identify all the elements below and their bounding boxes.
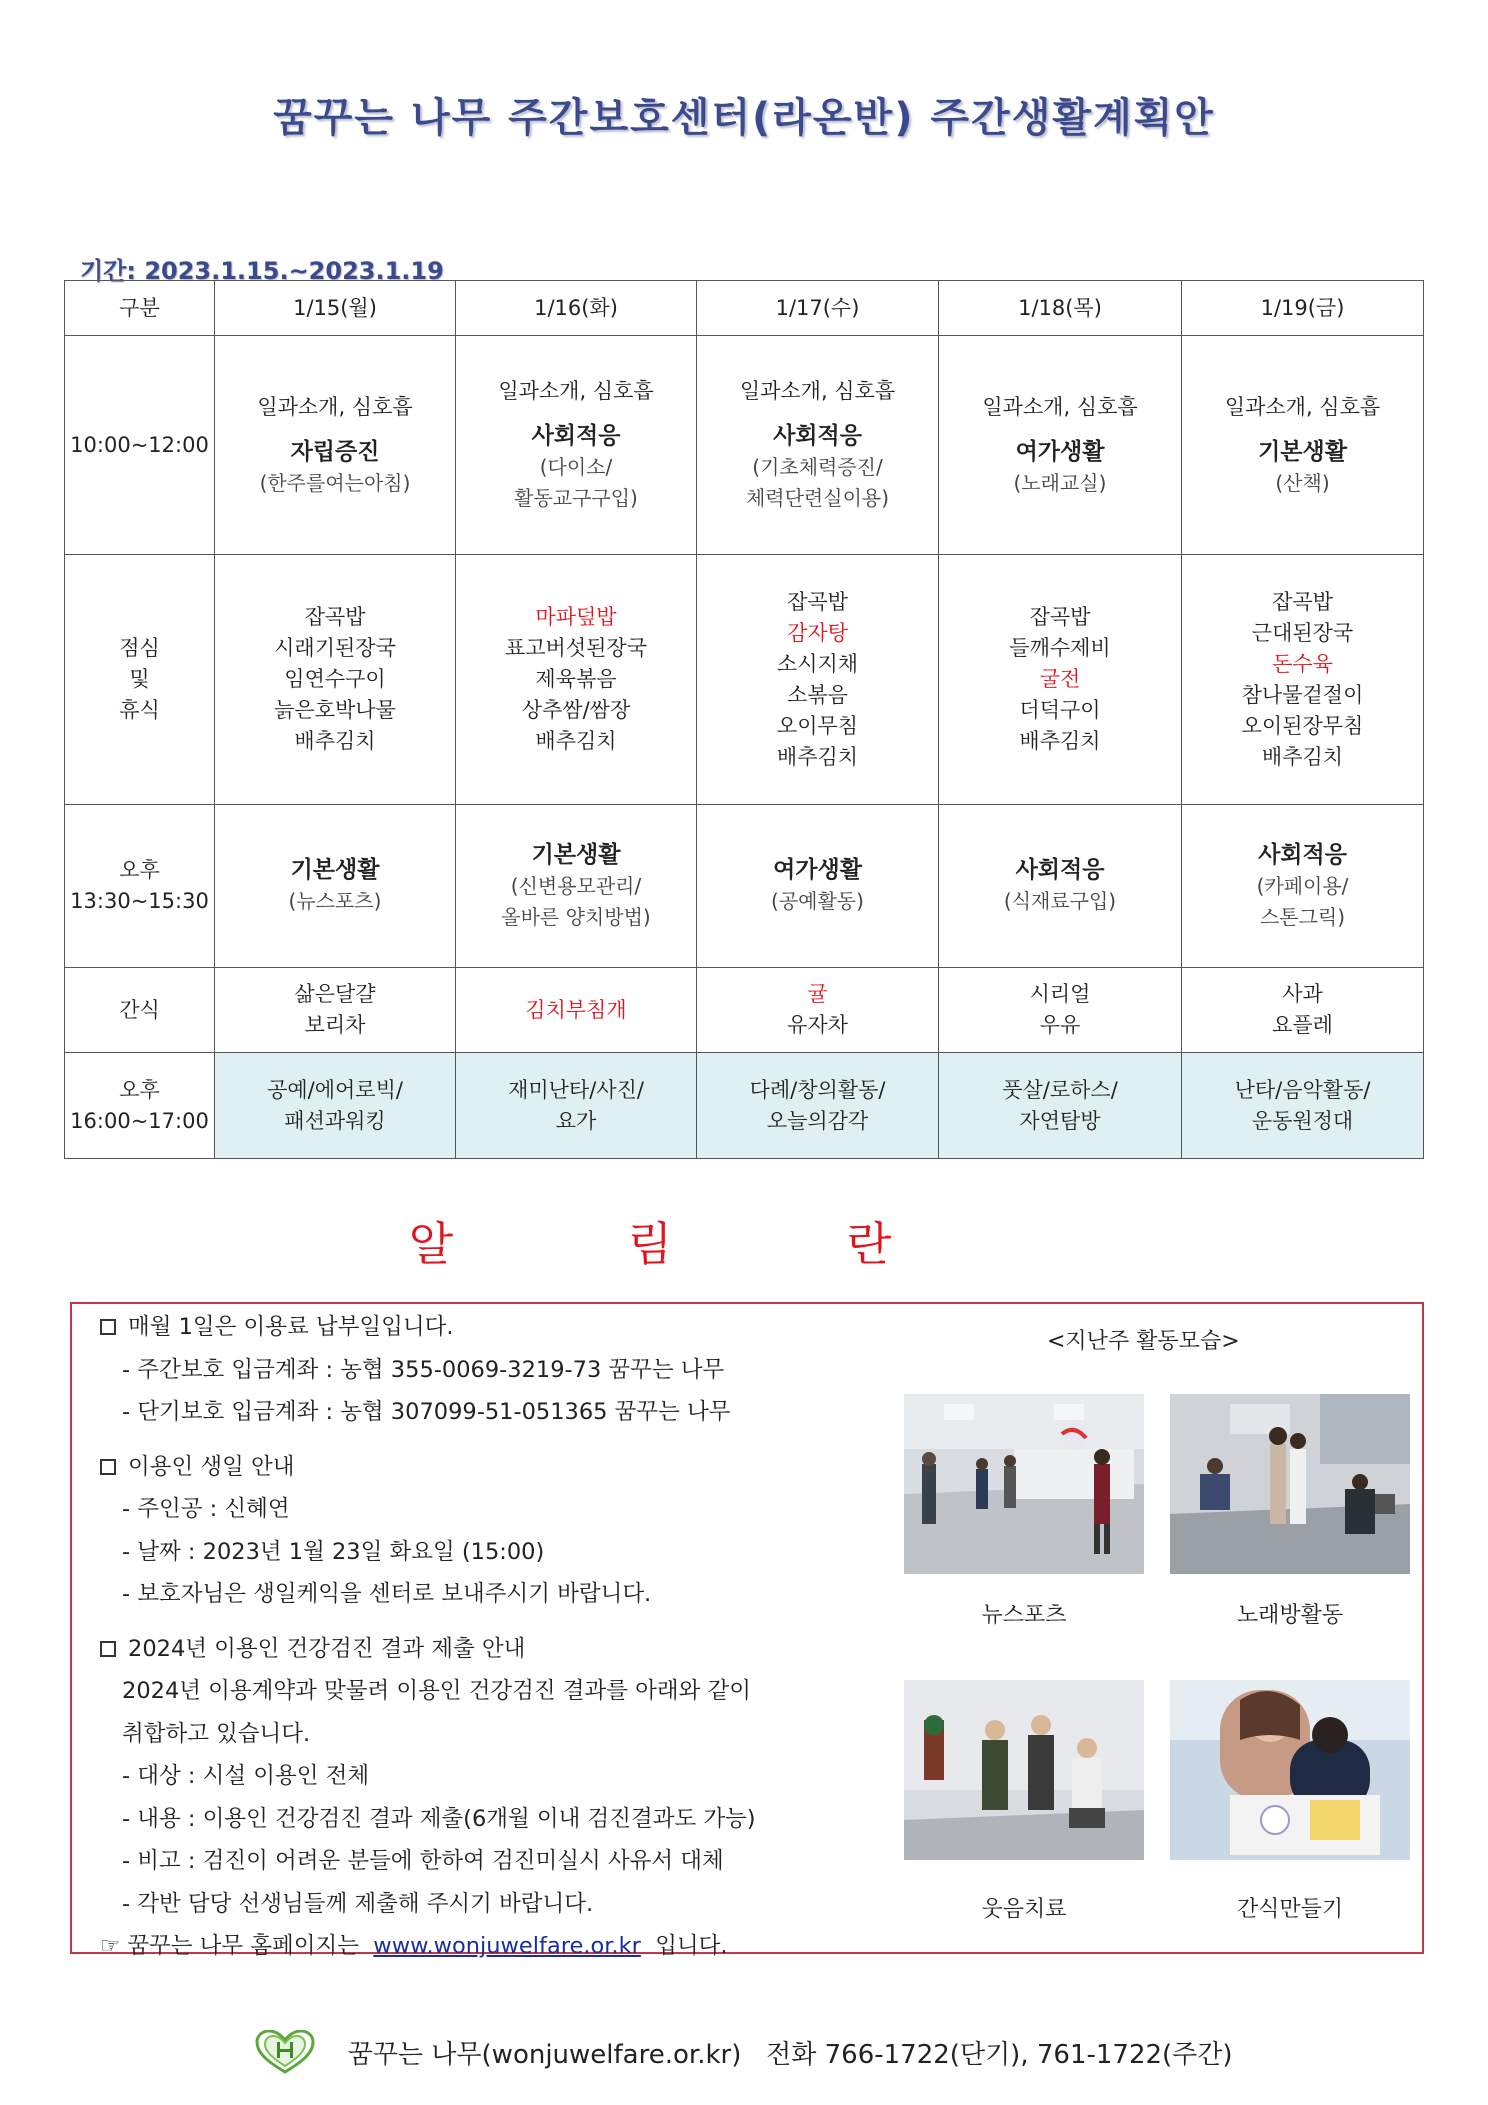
footer-text: 꿈꾸는 나무(wonjuwelfare.or.kr) 전화 766-1722(단기), 761-1722(주간): [347, 2040, 1233, 2070]
photo-label: 웃음치료: [981, 1897, 1067, 1922]
notice-line: - 주간보호 입금계좌 : 농협 355-0069-3219-73 꿈꾸는 나무: [122, 1356, 725, 1383]
activity-title: 사회적응: [1015, 857, 1105, 883]
menu-item: 임연수구이: [284, 667, 386, 691]
activity-detail: (한주를여는아침): [259, 470, 411, 495]
photos-caption: <지난주 활동모습>: [1047, 1329, 1240, 1354]
activity-detail: 체력단련실이용): [745, 486, 890, 510]
snack-row: [65, 968, 1424, 1053]
late-activity-cell: [939, 1053, 1182, 1159]
menu-item: 참나물겉절이: [1241, 682, 1364, 707]
activity-title: 사회적응: [531, 423, 621, 449]
late-activity-cell: [697, 1053, 939, 1159]
menu-item: 제육볶음: [535, 667, 617, 691]
notice-heading: 2024년 이용인 건강검진 결과 제출 안내: [100, 1628, 930, 1671]
snack-item: 사과: [1282, 982, 1323, 1006]
row-label-line: 및: [129, 667, 150, 691]
photo-karaoke: [1170, 1394, 1410, 1574]
menu-item: 근대된장국: [1251, 620, 1354, 645]
late-afternoon-row: [65, 1053, 1424, 1159]
snack-item: 유자차: [787, 1013, 848, 1037]
notice-line: - 각반 담당 선생님들께 제출해 주시기 바랍니다.: [122, 1890, 594, 1917]
menu-item: 잡곡밥: [1272, 589, 1333, 614]
activity-line: 다례/창의활동/: [749, 1077, 886, 1102]
menu-item: 들깨수제비: [1009, 636, 1111, 660]
notice-title: 알 림 란: [408, 1217, 972, 1271]
notice-box: [70, 1302, 1424, 1959]
activity-line: 패션과워킹: [284, 1108, 386, 1133]
lunch-row: [65, 555, 1424, 805]
activity-line: 오늘의감각: [766, 1108, 869, 1133]
photo-news-sports: [904, 1394, 1144, 1574]
header-row: [65, 281, 1424, 336]
activity-title: 사회적응: [1258, 841, 1347, 868]
morning-row: [65, 336, 1424, 555]
notice-line: - 단기보호 입금계좌 : 농협 307099-51-051365 꿈꾸는 나무: [122, 1399, 731, 1425]
menu-item: 더덕구이: [1019, 698, 1101, 722]
afternoon-cell: [215, 805, 456, 968]
menu-item: 오이무침: [776, 713, 859, 738]
activity-detail: 활동교구구입): [514, 486, 638, 510]
activity-line: 재미난타/사진/: [508, 1077, 644, 1102]
intro-text: 일과소개, 심호흡: [1224, 394, 1381, 419]
photo-laughter-therapy: [904, 1680, 1144, 1860]
row-label-line: 휴식: [119, 698, 160, 722]
menu-item: 배추김치: [1261, 744, 1344, 769]
menu-item: 소볶음: [787, 682, 848, 707]
notice-line: - 비고 : 검진이 어려운 분들에 한하여 검진미실시 사유서 대체: [122, 1848, 724, 1874]
row-label-line: 13:30~15:30: [70, 889, 209, 913]
notice-line: - 대상 : 시설 이용인 전체: [122, 1763, 370, 1789]
header-cell: 1/18(목): [939, 281, 1182, 336]
checkbox-square-icon: [100, 1459, 116, 1475]
photo-label: 뉴스포츠: [981, 1603, 1067, 1628]
morning-cell: [215, 336, 456, 555]
menu-item: 상추쌈/쌈장: [521, 698, 631, 722]
activity-title: 사회적응: [773, 423, 862, 449]
header-cell: 1/15(월): [215, 281, 456, 336]
notice-body: 2024년 이용계약과 맞물려 이용인 건강검진 결과를 아래와 같이: [122, 1678, 751, 1704]
period-label: 기간: 2023.1.15.~2023.1.19: [80, 257, 444, 285]
snack-item: 삶은달걀: [294, 982, 376, 1006]
morning-cell: [697, 336, 939, 555]
notice-line: - 주인공 : 신혜연: [122, 1496, 290, 1522]
menu-item: 표고버섯된장국: [504, 636, 647, 660]
notice-line: - 내용 : 이용인 건강검진 결과 제출(6개월 이내 검진결과도 가능): [122, 1805, 756, 1832]
activity-line: 요가: [555, 1108, 597, 1133]
snack-cell: [939, 968, 1182, 1053]
row-label: [65, 805, 215, 968]
afternoon-row: [65, 805, 1424, 968]
weekly-schedule-table: [64, 280, 1424, 1159]
row-label: 10:00~12:00: [65, 336, 215, 555]
intro-text: 일과소개, 심호흡: [257, 394, 413, 419]
menu-item: 소시지채: [776, 651, 859, 676]
notice-line: - 날짜 : 2023년 1월 23일 화요일 (15:00): [122, 1538, 545, 1565]
row-label: [65, 1053, 215, 1159]
wonju-logo-icon: [255, 2030, 315, 2081]
row-label: 간식: [65, 968, 215, 1053]
afternoon-cell: [456, 805, 697, 968]
row-label-line: 16:00~17:00: [70, 1108, 209, 1133]
lunch-menu-cell: [1182, 555, 1424, 805]
activity-line: 공예/에어로빅/: [267, 1077, 403, 1102]
header-cell: 1/17(수): [697, 281, 939, 336]
morning-cell: [1182, 336, 1424, 555]
lunch-menu-cell: [215, 555, 456, 805]
menu-item: 늙은호박나물: [274, 698, 396, 722]
morning-cell: [456, 336, 697, 555]
menu-item: 마파덮밥: [535, 605, 617, 629]
activity-detail: (산책): [1275, 470, 1330, 495]
snack-item: 귤: [807, 982, 828, 1006]
activity-title: 여가생활: [1015, 438, 1105, 465]
snack-item: 우유: [1039, 1013, 1081, 1037]
activity-detail: 스톤그릭): [1259, 904, 1346, 929]
activity-title: 여가생활: [773, 857, 862, 883]
snack-item: 시리얼: [1029, 982, 1091, 1006]
snack-cell: [215, 968, 456, 1053]
notice-heading: 매월 1일은 이용료 납부일입니다.: [100, 1306, 930, 1349]
activity-title: 기본생활: [1258, 438, 1347, 465]
activity-detail: (뉴스포츠): [288, 889, 382, 913]
homepage-suffix: 입니다.: [655, 1933, 728, 1959]
homepage-line: [100, 1925, 930, 1968]
header-cell: 1/16(화): [456, 281, 697, 336]
header-cell: 구분: [65, 281, 215, 336]
checkbox-square-icon: [100, 1319, 116, 1335]
homepage-link[interactable]: www.wonjuwelfare.or.kr: [373, 1933, 641, 1959]
snack-item: 요플레: [1272, 1013, 1333, 1037]
snack-cell: [697, 968, 939, 1053]
row-label-line: 오후: [119, 1077, 160, 1102]
activity-detail: (공예활동): [771, 889, 864, 913]
notice-body: 취합하고 있습니다.: [122, 1720, 311, 1747]
intro-text: 일과소개, 심호흡: [739, 379, 896, 403]
activity-title: 기본생활: [290, 857, 380, 883]
menu-item: 굴전: [1039, 667, 1081, 691]
menu-item: 잡곡밥: [787, 589, 848, 614]
footer: [0, 2030, 1488, 2081]
activity-detail: (식재료구입): [1003, 889, 1117, 913]
menu-item: 배추김치: [776, 744, 859, 769]
activity-detail: (신변용모관리/: [510, 873, 642, 898]
activity-line: 운동원정대: [1251, 1108, 1354, 1133]
lunch-menu-cell: [456, 555, 697, 805]
menu-item: 배추김치: [294, 729, 376, 753]
photo-label: 노래방활동: [1236, 1603, 1344, 1628]
activity-detail: (기초체력증진/: [752, 455, 883, 479]
row-label-line: 오후: [119, 858, 160, 882]
photo-snack-making: [1170, 1680, 1410, 1860]
row-label-line: 점심: [119, 636, 160, 660]
checkbox-square-icon: [100, 1641, 116, 1657]
notice-line: - 보호자님은 생일케익을 센터로 보내주시기 바랍니다.: [122, 1581, 652, 1607]
menu-item: 돈수육: [1272, 651, 1333, 676]
activity-title: 기본생활: [531, 841, 621, 868]
intro-text: 일과소개, 심호흡: [498, 379, 654, 403]
afternoon-cell: [1182, 805, 1424, 968]
activity-detail: (다이소/: [539, 455, 613, 479]
notice-text: [100, 1306, 930, 1968]
morning-cell: [939, 336, 1182, 555]
afternoon-cell: [939, 805, 1182, 968]
menu-item: 오이된장무침: [1241, 713, 1364, 738]
snack-item: 김치부침개: [525, 997, 627, 1022]
late-activity-cell: [1182, 1053, 1424, 1159]
page-title: 꿈꾸는 나무 주간보호센터(라온반) 주간생활계획안: [273, 95, 1215, 141]
late-activity-cell: [215, 1053, 456, 1159]
menu-item: 감자탕: [787, 620, 848, 645]
activity-line: 풋살/로하스/: [1002, 1077, 1118, 1102]
snack-cell: [456, 968, 697, 1053]
menu-item: 잡곡밥: [304, 605, 366, 629]
row-label: [65, 555, 215, 805]
snack-cell: [1182, 968, 1424, 1053]
activity-detail: (노래교실): [1013, 470, 1107, 495]
lunch-menu-cell: [939, 555, 1182, 805]
homepage-prefix: ☞ 꿈꾸는 나무 홈페이지는: [100, 1933, 359, 1959]
activity-title: 자립증진: [290, 438, 380, 465]
menu-item: 배추김치: [535, 729, 617, 753]
late-activity-cell: [456, 1053, 697, 1159]
menu-item: 배추김치: [1019, 729, 1101, 753]
lunch-menu-cell: [697, 555, 939, 805]
activity-detail: (카페이용/: [1256, 873, 1349, 898]
afternoon-cell: [697, 805, 939, 968]
activity-line: 자연탐방: [1019, 1108, 1101, 1133]
intro-text: 일과소개, 심호흡: [982, 394, 1138, 419]
menu-item: 잡곡밥: [1029, 605, 1091, 629]
snack-item: 보리차: [304, 1013, 366, 1037]
activity-line: 난타/음악활동/: [1234, 1077, 1371, 1102]
header-cell: 1/19(금): [1182, 281, 1424, 336]
photo-label: 간식만들기: [1236, 1897, 1344, 1922]
activity-detail: 올바른 양치방법): [501, 904, 651, 929]
notice-heading: 이용인 생일 안내: [100, 1446, 930, 1489]
menu-item: 시래기된장국: [274, 636, 396, 660]
